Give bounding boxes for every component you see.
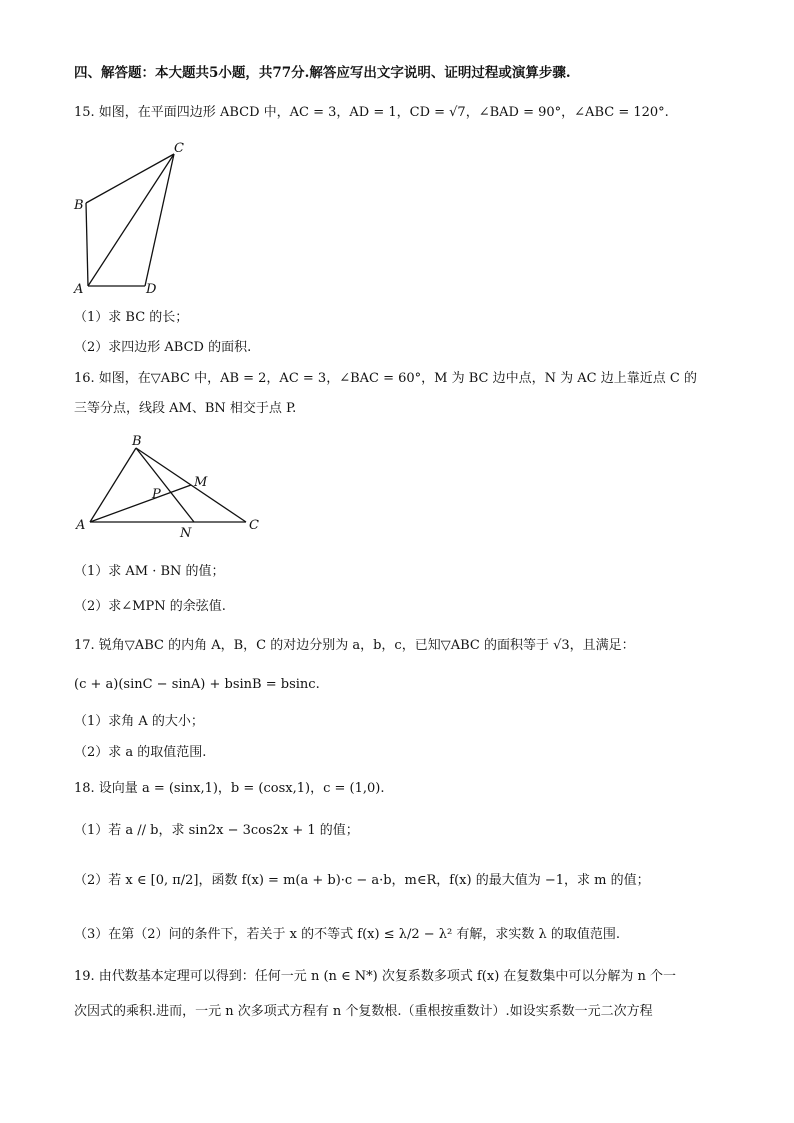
section-heading: 四、解答题：本大题共5小题，共77分.解答应写出文字说明、证明过程或演算步骤.	[74, 65, 571, 81]
label-A: A	[74, 282, 84, 297]
q18-part3: （3）在第（2）问的条件下，若关于 x 的不等式 f(x) ≤ λ/2 − λ² 有解，求实数 λ 的取值范围.	[74, 927, 620, 942]
q15-quadrilateral-figure	[70, 136, 200, 298]
edge-AB	[86, 203, 88, 286]
label-B: B	[132, 434, 142, 449]
segment-BN	[136, 448, 194, 522]
label-C: C	[174, 141, 184, 156]
q17-part2: （2）求 a 的取值范围.	[74, 745, 207, 760]
label-C: C	[249, 518, 259, 533]
q17-stem-line2: (c + a)(sinC − sinA) + bsinB = bsinc.	[74, 677, 320, 692]
q18-part1: （1）若 a // b，求 sin2x − 3cos2x + 1 的值；	[74, 823, 359, 838]
q16-stem-line1: 16. 如图，在▽ABC 中，AB = 2，AC = 3，∠BAC = 60°，M 为 BC 边中点，N 为 AC 边上靠近点 C 的	[74, 371, 697, 386]
label-P: P	[152, 487, 161, 502]
q19-line1: 19. 由代数基本定理可以得到：任何一元 n (n ∈ N*) 次复系数多项式 f(x) 在复数集中可以分解为 n 个一	[74, 969, 677, 984]
label-M: M	[194, 475, 208, 490]
q17-part1: （1）求角 A 的大小；	[74, 714, 204, 729]
q18-part2: （2）若 x ∈ [0, π/2]，函数 f(x) = m(a + b)·c − a·b，m∈R，f(x) 的最大值为 −1，求 m 的值；	[74, 873, 650, 888]
q16-part1: （1）求 AM · BN 的值；	[74, 564, 225, 579]
q15-part1: （1）求 BC 的长；	[74, 310, 189, 325]
label-N: N	[180, 526, 192, 541]
q17-stem-line1: 17. 锐角▽ABC 的内角 A，B，C 的对边分别为 a，b，c，已知▽ABC 的面积等于 √3，且满足：	[74, 638, 635, 653]
q16-triangle-figure	[70, 430, 270, 542]
q18-stem: 18. 设向量 a = (sinx,1)，b = (cosx,1)，c = (1,0).	[74, 781, 385, 796]
q15-stem: 15. 如图，在平面四边形 ABCD 中，AC = 3，AD = 1，CD = √7，∠BAD = 90°，∠ABC = 120°.	[74, 105, 669, 120]
edge-AB	[90, 448, 136, 522]
q19-line2: 次因式的乘积.进而，一元 n 次多项式方程有 n 个复数根.（重根按重数计）.如设实系数一元二次方程	[74, 1004, 653, 1019]
edge-CD	[145, 154, 174, 286]
q16-stem-line2: 三等分点，线段 AM、BN 相交于点 P.	[74, 401, 297, 416]
label-A: A	[76, 518, 86, 533]
diagonal-AC	[88, 154, 174, 286]
edge-BC	[86, 154, 174, 203]
q15-part2: （2）求四边形 ABCD 的面积.	[74, 340, 252, 355]
q16-part2: （2）求∠MPN 的余弦值.	[74, 599, 226, 614]
label-B: B	[74, 198, 84, 213]
label-D: D	[146, 282, 157, 297]
segment-AM	[90, 485, 191, 522]
